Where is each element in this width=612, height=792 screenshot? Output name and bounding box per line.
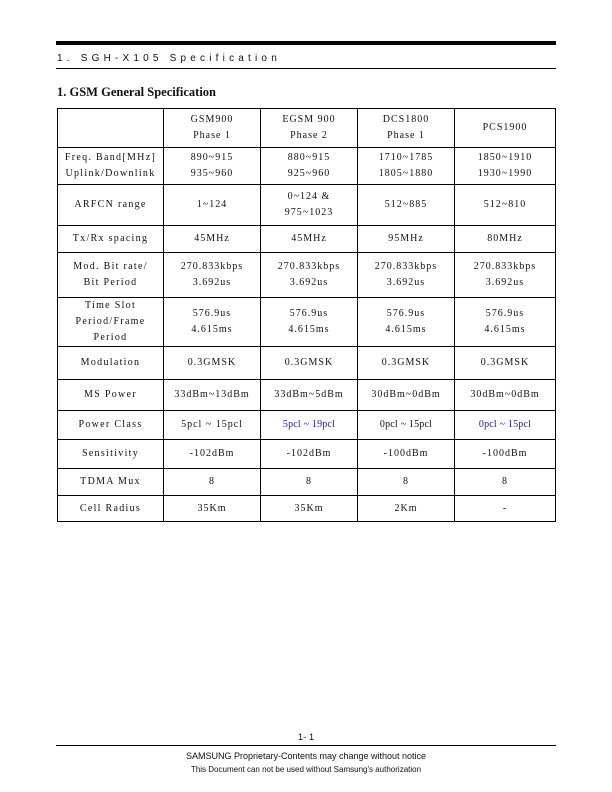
footer-proprietary-notice: SAMSUNG Proprietary-Contents may change without notice <box>185 751 427 761</box>
table-cell: 1~124 <box>164 185 261 226</box>
table-cell: 8 <box>455 469 556 496</box>
table-cell: -102dBm <box>164 440 261 469</box>
table-cell: 8 <box>358 469 455 496</box>
table-header-row <box>58 109 556 148</box>
table-cell: 576.9us 4.615ms <box>358 298 455 347</box>
table-cell: 80MHz <box>455 226 556 253</box>
col-header-gsm900: GSM900 Phase 1 <box>164 109 261 148</box>
table-cell: 8 <box>164 469 261 496</box>
table-cell: 0pcl ~ 15pcl <box>358 411 455 440</box>
table-cell: 33dBm~5dBm <box>261 380 358 411</box>
table-row <box>58 226 556 253</box>
page-number: 1- 1 <box>297 732 315 743</box>
table-cell: 95MHz <box>358 226 455 253</box>
table-cell: 45MHz <box>164 226 261 253</box>
table-cell: -100dBm <box>358 440 455 469</box>
table-row <box>58 185 556 226</box>
table-cell: 33dBm~13dBm <box>164 380 261 411</box>
table-row <box>58 411 556 440</box>
table-row <box>58 253 556 298</box>
table-cell: 576.9us 4.615ms <box>164 298 261 347</box>
table-cell: 35Km <box>164 496 261 522</box>
row-label: Power Class <box>58 411 164 440</box>
table-cell: 512~885 <box>358 185 455 226</box>
section-title: 1. GSM General Specification <box>57 85 217 99</box>
table-cell-highlighted: 5pcl ~ 19pcl <box>261 411 358 440</box>
row-label: Cell Radius <box>58 496 164 522</box>
row-label: MS Power <box>58 380 164 411</box>
table-cell: 576.9us 4.615ms <box>261 298 358 347</box>
table-row <box>58 469 556 496</box>
table-cell: 30dBm~0dBm <box>358 380 455 411</box>
table-cell: 45MHz <box>261 226 358 253</box>
table-cell: 512~810 <box>455 185 556 226</box>
table-cell: 5pcl ~ 15pcl <box>164 411 261 440</box>
row-label: TDMA Mux <box>58 469 164 496</box>
table-cell: 880~915 925~960 <box>261 148 358 185</box>
table-cell: 270.833kbps 3.692us <box>358 253 455 298</box>
row-label: Freq. Band[MHz] Uplink/Downlink <box>58 148 164 185</box>
table-row <box>58 148 556 185</box>
table-cell: 2Km <box>358 496 455 522</box>
table-cell: 270.833kbps 3.692us <box>261 253 358 298</box>
row-label: ARFCN range <box>58 185 164 226</box>
header-title: 1. SGH-X105 Specification <box>57 53 281 64</box>
table-cell: 1710~1785 1805~1880 <box>358 148 455 185</box>
table-cell: 0.3GMSK <box>455 347 556 380</box>
col-header-egsm900: EGSM 900 Phase 2 <box>261 109 358 148</box>
row-label: Sensitivity <box>58 440 164 469</box>
table-row <box>58 298 556 347</box>
table-row <box>58 380 556 411</box>
row-label: Modulation <box>58 347 164 380</box>
table-cell-highlighted: 0pcl ~ 15pcl <box>455 411 556 440</box>
table-row <box>58 440 556 469</box>
table-cell: 35Km <box>261 496 358 522</box>
table-cell: - <box>455 496 556 522</box>
row-label: Tx/Rx spacing <box>58 226 164 253</box>
footer-authorization-notice: This Document can not be used without Samsung's authorization <box>190 765 422 774</box>
table-cell: 0.3GMSK <box>261 347 358 380</box>
gsm-spec-table <box>57 108 556 522</box>
table-cell: 8 <box>261 469 358 496</box>
table-cell: 0.3GMSK <box>358 347 455 380</box>
table-cell: -100dBm <box>455 440 556 469</box>
row-label: Mod. Bit rate/ Bit Period <box>58 253 164 298</box>
table-cell: 0.3GMSK <box>164 347 261 380</box>
table-cell: 30dBm~0dBm <box>455 380 556 411</box>
table-row <box>58 496 556 522</box>
corner-cell <box>58 109 164 148</box>
table-cell: 890~915 935~960 <box>164 148 261 185</box>
table-row <box>58 347 556 380</box>
header-rule-thin <box>56 68 556 69</box>
table-cell: -102dBm <box>261 440 358 469</box>
table-cell: 270.833kbps 3.692us <box>455 253 556 298</box>
table-cell: 1850~1910 1930~1990 <box>455 148 556 185</box>
table-cell: 270.833kbps 3.692us <box>164 253 261 298</box>
footer-rule <box>56 745 556 746</box>
table-cell: 576.9us 4.615ms <box>455 298 556 347</box>
col-header-dcs1800: DCS1800 Phase 1 <box>358 109 455 148</box>
row-label: Time Slot Period/Frame Period <box>58 298 164 347</box>
header-rule-thick <box>56 41 556 45</box>
table-cell: 0~124 & 975~1023 <box>261 185 358 226</box>
col-header-pcs1900: PCS1900 <box>455 109 556 148</box>
